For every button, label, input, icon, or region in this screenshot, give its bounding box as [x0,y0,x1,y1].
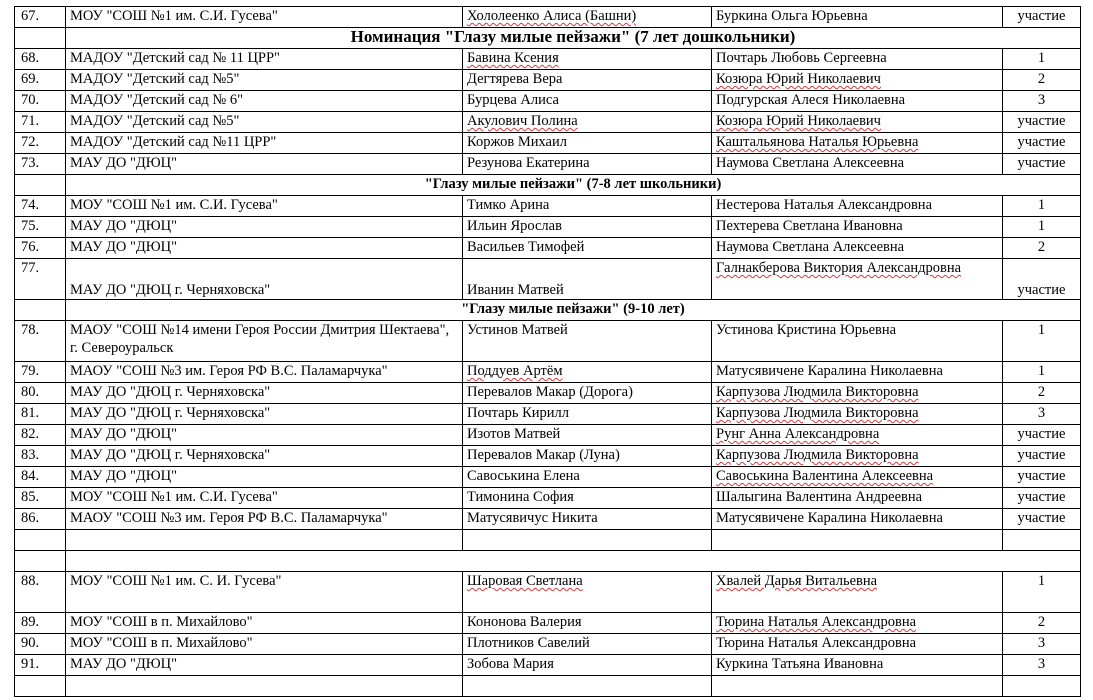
teacher-cell [712,530,1003,551]
row-number: 69. [15,70,66,91]
organization-cell: МАДОУ "Детский сад №5" [66,112,463,133]
organization-cell: МАУ ДО "ДЮЦ г. Черняховска" [66,383,463,404]
participant-name: Бавина Ксения [467,50,559,66]
organization-cell: МАОУ "СОШ №3 им. Героя РФ В.С. Паламарчука" [66,509,463,530]
section-header-row [15,300,1081,321]
organization-cell: МОУ "СОШ в п. Михайлово" [66,613,463,634]
participant-cell: Ильин Ярослав [463,217,712,238]
row-number: 85. [15,488,66,509]
result-cell: участие [1003,467,1081,488]
table-row [15,446,1081,467]
participant-cell: Коржов Михаил [463,133,712,154]
participant-cell: Тимко Арина [463,196,712,217]
result-cell: 1 [1003,362,1081,383]
organization-cell: МАУ ДО "ДЮЦ" [66,425,463,446]
row-number: 80. [15,383,66,404]
teacher-cell: Пехтерева Светлана Ивановна [712,217,1003,238]
teacher-name: Савоськина Валентина Алексеевна [716,468,934,484]
organization-cell: МОУ "СОШ в п. Михайлово" [66,634,463,655]
table-row [15,530,1081,551]
organization-cell: МАУ ДО "ДЮЦ" [66,154,463,175]
row-number: 81. [15,404,66,425]
results-document [14,6,1080,697]
participant-cell: Кононова Валерия [463,613,712,634]
result-cell: 2 [1003,613,1081,634]
section-title: "Глазу милые пейзажи" (9-10 лет) [66,300,1081,321]
participant-name: Акулович Полина [467,113,578,129]
teacher-cell [712,613,1003,634]
result-cell: участие [1003,112,1081,133]
participant-cell [463,572,712,613]
participant-cell: Почтарь Кирилл [463,404,712,425]
row-number: 77. [15,259,66,300]
organization-cell: МАДОУ "Детский сад № 6" [66,91,463,112]
row-number: 76. [15,238,66,259]
section-header-row [15,28,1081,49]
organization-cell: МОУ "СОШ №1 им. С.И. Гусева" [66,488,463,509]
table-row [15,49,1081,70]
participant-cell: Матусявичус Никита [463,509,712,530]
organization-cell: МОУ "СОШ №1 им. С.И. Гусева" [66,7,463,28]
teacher-cell: Наумова Светлана Алексеевна [712,238,1003,259]
teacher-cell [712,425,1003,446]
teacher-name: Хвалей Дарья Витальевна [716,573,878,589]
section-number-cell [15,300,66,321]
teacher-cell: Буркина Ольга Юрьевна [712,7,1003,28]
result-cell: участие [1003,488,1081,509]
section-number-cell [15,175,66,196]
participant-cell: Резунова Екатерина [463,154,712,175]
participant-cell [463,112,712,133]
result-cell: участие [1003,7,1081,28]
result-cell: 3 [1003,404,1081,425]
participant-name: Поддуев Артём [467,363,563,379]
teacher-name: Козюра Юрий Николаевич [716,113,881,129]
table-row [15,7,1081,28]
participant-cell: Тимонина София [463,488,712,509]
result-cell: 3 [1003,91,1081,112]
table-row [15,488,1081,509]
teacher-cell: Куркина Татьяна Ивановна [712,655,1003,676]
participant-cell: Перевалов Макар (Дорога) [463,383,712,404]
result-cell [1003,530,1081,551]
result-cell: 2 [1003,383,1081,404]
organization-cell: МАУ ДО "ДЮЦ" [66,217,463,238]
teacher-cell [712,70,1003,91]
teacher-name: Галнакберова Виктория Александровна [716,260,962,276]
teacher-name: Карпузова Людмила Викторовна [716,447,919,463]
result-cell: участие [1003,425,1081,446]
organization-cell: МАОУ "СОШ №3 им. Героя РФ В.С. Паламарчука" [66,362,463,383]
teacher-cell [712,404,1003,425]
participant-cell: Плотников Савелий [463,634,712,655]
table-row [15,196,1081,217]
row-number: 82. [15,425,66,446]
section-header-row [15,175,1081,196]
row-number: 75. [15,217,66,238]
teacher-cell: Матусявичене Каралина Николаевна [712,362,1003,383]
table-row [15,613,1081,634]
participant-cell [463,7,712,28]
table-row [15,321,1081,362]
participant-name: Шаровая Светлана [467,573,583,589]
teacher-cell [712,467,1003,488]
result-cell: 2 [1003,238,1081,259]
result-cell: 1 [1003,572,1081,613]
row-number: 84. [15,467,66,488]
participant-cell [463,362,712,383]
section-title: "Глазу милые пейзажи" (7-8 лет школьники) [66,175,1081,196]
row-number: 68. [15,49,66,70]
organization-cell: МАОУ "СОШ №14 имени Героя России Дмитрия Шектаева", г. Североуральск [66,321,463,362]
row-number: 91. [15,655,66,676]
table-row [15,425,1081,446]
row-number: 71. [15,112,66,133]
table-row [15,154,1081,175]
participant-cell [463,530,712,551]
table-row [15,634,1081,655]
row-number: 70. [15,91,66,112]
organization-cell: МАДОУ "Детский сад № 11 ЦРР" [66,49,463,70]
teacher-name: Козюра Юрий Николаевич [716,71,881,87]
result-cell: 1 [1003,217,1081,238]
organization-cell: МАУ ДО "ДЮЦ" [66,655,463,676]
result-cell: 3 [1003,655,1081,676]
participant-cell: Зобова Мария [463,655,712,676]
organization-cell: МОУ "СОШ №1 им. С. И. Гусева" [66,572,463,613]
participant-cell: Перевалов Макар (Луна) [463,446,712,467]
row-number: 78. [15,321,66,362]
organization-cell: МАУ ДО "ДЮЦ г. Черняховска" [66,259,463,300]
section-number-cell [15,551,66,572]
participant-cell: Бурцева Алиса [463,91,712,112]
table-row [15,91,1081,112]
teacher-name: Карпузова Людмила Викторовна [716,384,919,400]
table-row [15,467,1081,488]
result-cell: 1 [1003,196,1081,217]
organization-cell: МАУ ДО "ДЮЦ г. Черняховска" [66,446,463,467]
organization-cell: МАУ ДО "ДЮЦ" [66,467,463,488]
row-number [15,676,66,697]
teacher-name: Каштальянова Наталья Юрьевна [716,134,919,150]
row-number: 89. [15,613,66,634]
table-row [15,572,1081,613]
teacher-cell [712,676,1003,697]
table-row [15,70,1081,91]
table-row [15,112,1081,133]
teacher-cell: Наумова Светлана Алексеевна [712,154,1003,175]
teacher-cell: Нестерова Наталья Александровна [712,196,1003,217]
row-number: 86. [15,509,66,530]
row-number: 90. [15,634,66,655]
result-cell: 3 [1003,634,1081,655]
table-row [15,509,1081,530]
table-row [15,259,1081,300]
row-number [15,530,66,551]
teacher-cell: Матусявичене Каралина Николаевна [712,509,1003,530]
result-cell: участие [1003,446,1081,467]
table-row [15,238,1081,259]
teacher-name: Тюрина Наталья Александровна [716,614,917,630]
row-number: 72. [15,133,66,154]
result-cell: участие [1003,509,1081,530]
participant-name: Хололеенко Алиса (Башни) [467,8,637,24]
result-cell: 1 [1003,321,1081,362]
participant-cell: Иванин Матвей [463,259,712,300]
table-row [15,362,1081,383]
organization-cell: МАДОУ "Детский сад №5" [66,70,463,91]
teacher-cell: Почтарь Любовь Сергеевна [712,49,1003,70]
teacher-cell [712,572,1003,613]
teacher-cell: Устинова Кристина Юрьевна [712,321,1003,362]
table-row [15,133,1081,154]
teacher-name: Рунг Анна Александровна [716,426,880,442]
result-cell: участие [1003,259,1081,300]
participant-cell [463,49,712,70]
organization-cell: МАУ ДО "ДЮЦ г. Черняховска" [66,404,463,425]
row-number: 73. [15,154,66,175]
teacher-cell [712,446,1003,467]
participant-cell: Васильев Тимофей [463,238,712,259]
section-title: Номинация "Глазу милые пейзажи" (7 лет дошкольники) [66,28,1081,49]
organization-cell: МАДОУ "Детский сад №11 ЦРР" [66,133,463,154]
row-number: 83. [15,446,66,467]
teacher-cell [712,259,1003,300]
teacher-cell [712,112,1003,133]
participant-cell: Савоськина Елена [463,467,712,488]
result-cell: участие [1003,133,1081,154]
teacher-name: Карпузова Людмила Викторовна [716,405,919,421]
row-number: 67. [15,7,66,28]
teacher-cell: Подгурская Алеся Николаевна [712,91,1003,112]
organization-cell: МОУ "СОШ №1 им. С.И. Гусева" [66,196,463,217]
table-row [15,655,1081,676]
participant-cell: Устинов Матвей [463,321,712,362]
teacher-cell [712,133,1003,154]
teacher-cell: Шалыгина Валентина Андреевна [712,488,1003,509]
result-cell: 2 [1003,70,1081,91]
organization-cell [66,676,463,697]
participant-cell [463,676,712,697]
row-number: 74. [15,196,66,217]
table-row [15,676,1081,697]
section-number-cell [15,28,66,49]
table-row [15,404,1081,425]
participant-cell: Изотов Матвей [463,425,712,446]
row-number: 88. [15,572,66,613]
section-title [66,551,1081,572]
table-row [15,217,1081,238]
organization-cell: МАУ ДО "ДЮЦ" [66,238,463,259]
result-cell: участие [1003,154,1081,175]
result-cell: 1 [1003,49,1081,70]
table-row [15,383,1081,404]
teacher-cell [712,383,1003,404]
participant-cell: Дегтярева Вера [463,70,712,91]
result-cell [1003,676,1081,697]
results-table [14,6,1081,697]
teacher-cell: Тюрина Наталья Александровна [712,634,1003,655]
section-header-row [15,551,1081,572]
row-number: 79. [15,362,66,383]
organization-cell [66,530,463,551]
